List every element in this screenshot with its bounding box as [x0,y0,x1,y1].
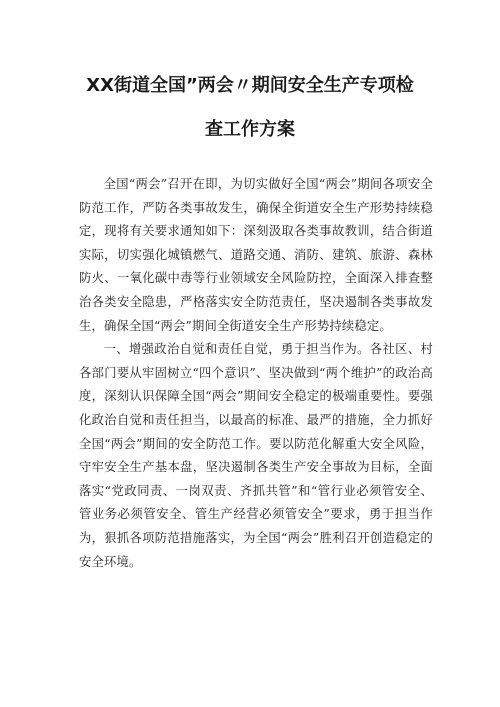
document-title-line-2: 查工作方案 [205,119,295,140]
document-title-line-1: XX街道全国”两会〃期间安全生产专项检 [86,75,414,96]
paragraph-intro: 全国“两会”召开在即，为切实做好全国“两会”期间各项安全防范工作，严防各类事故发生，确保全街道安全生产形势持续稳定，现将有关要求通知如下：深刻汲取各类事故教训，结合街道实际，切实强化城镇燃气、道路交通、消防、建筑、旅游、森林防火、一氧化碳中毒等行业领域安全风险防控，全面深入排查整治各类安全隐患，严格落实安全防范责任，坚决遏制各类事故发生，确保全国“两会”期间全街道安全生产形势持续稳定。 [79,177,433,333]
document-body [79,173,433,574]
paragraph-section-1: 一、增强政治自觉和责任自觉，勇于担当作为。各社区、村各部门要从牢固树立“四个意识”、坚决做到“两个维护”的政治高度，深刻认识保障全国“两会”期间安全稳定的极端重要性。要强化政治自觉和责任担当，以最高的标准、最严的措施，全力抓好全国“两会”期间的安全防范工作。要以防范化解重大安全风险，守牢安全生产基本盘，坚决遏制各类生产安全事故为目标，全面落实“党政同责、一岗双责、齐抓共管”和“管行业必须管安全、管业务必须管安全、管生产经营必须管安全”要求，勇于担当作为，狠抓各项防范措施落实，为全国“两会”胜利召开创造稳定的安全环境。 [79,342,433,569]
